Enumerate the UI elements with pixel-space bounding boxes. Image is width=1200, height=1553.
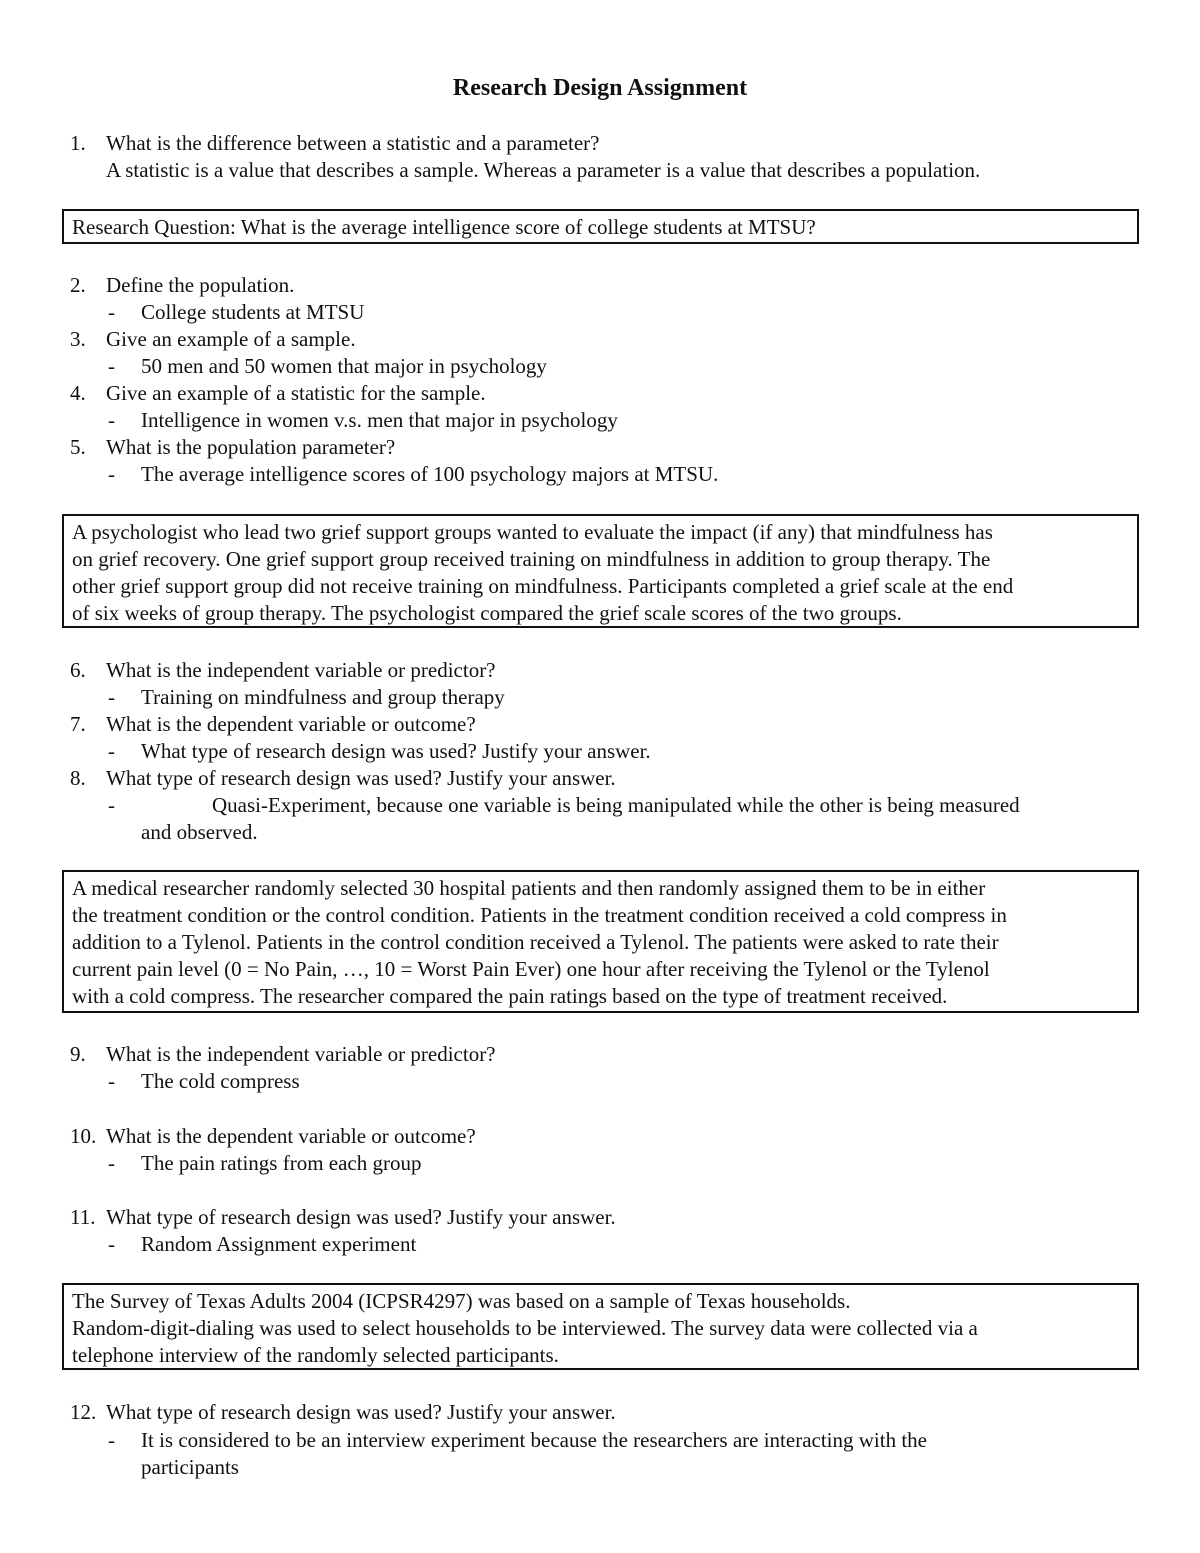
question-text: What is the dependent variable or outcome?: [106, 1124, 476, 1148]
answer-text-continued: and observed.: [141, 820, 258, 844]
bullet-dash: -: [108, 685, 115, 709]
question-text: What type of research design was used? Justify your answer.: [106, 1205, 616, 1229]
question-number: 9.: [70, 1042, 86, 1066]
question-text: Define the population.: [106, 273, 295, 297]
answer-text: It is considered to be an interview experiment because the researchers are interacting with the: [141, 1428, 927, 1452]
bullet-dash: -: [108, 1151, 115, 1175]
question-number: 2.: [70, 273, 86, 297]
bullet-dash: -: [108, 300, 115, 324]
question-text: What is the dependent variable or outcome?: [106, 712, 476, 736]
question-number: 7.: [70, 712, 86, 736]
answer-text: College students at MTSU: [141, 300, 365, 324]
scenario-line: other grief support group did not receive training on mindfulness. Participants completed a grief scale at the end: [72, 574, 1014, 598]
question-number: 3.: [70, 327, 86, 351]
question-number: 11.: [70, 1205, 96, 1229]
question-text: What is the independent variable or predictor?: [106, 1042, 496, 1066]
bullet-dash: -: [108, 739, 115, 763]
answer-text: Random Assignment experiment: [141, 1232, 417, 1256]
question-text: What type of research design was used? Justify your answer.: [106, 1400, 616, 1424]
page-title: Research Design Assignment: [452, 75, 748, 101]
scenario-line: with a cold compress. The researcher compared the pain ratings based on the type of treatment received.: [72, 984, 948, 1008]
answer-text: Quasi-Experiment, because one variable is being manipulated while the other is being measured: [212, 793, 1020, 817]
scenario-line: addition to a Tylenol. Patients in the control condition received a Tylenol. The patients were asked to rate their: [72, 930, 999, 954]
bullet-dash: -: [108, 1428, 115, 1452]
scenario-line: A psychologist who lead two grief support groups wanted to evaluate the impact (if any) that mindfulness has: [72, 520, 993, 544]
answer-text: A statistic is a value that describes a sample. Whereas a parameter is a value that describes a population.: [106, 158, 981, 182]
question-text: Give an example of a statistic for the sample.: [106, 381, 486, 405]
scenario-box-survey: [62, 1283, 1139, 1370]
scenario-line: Random-digit-dialing was used to select households to be interviewed. The survey data were collected via a: [72, 1316, 978, 1340]
scenario-box-grief: [62, 514, 1139, 628]
bullet-dash: -: [108, 354, 115, 378]
question-text: What is the population parameter?: [106, 435, 396, 459]
question-text: What is the independent variable or predictor?: [106, 658, 496, 682]
bullet-dash: -: [108, 408, 115, 432]
question-number: 8.: [70, 766, 86, 790]
answer-text: What type of research design was used? Justify your answer.: [141, 739, 651, 763]
bullet-dash: -: [108, 1069, 115, 1093]
research-question-box: Research Question: What is the average intelligence score of college students at MTSU?: [62, 209, 1139, 244]
scenario-line: A medical researcher randomly selected 30 hospital patients and then randomly assigned them to be in either: [72, 876, 986, 900]
scenario-line: telephone interview of the randomly selected participants.: [72, 1343, 559, 1367]
scenario-line: current pain level (0 = No Pain, …, 10 = Worst Pain Ever) one hour after receiving the Tylenol or the Tylenol: [72, 957, 990, 981]
scenario-box-medical: [62, 870, 1139, 1013]
scenario-line: of six weeks of group therapy. The psychologist compared the grief scale scores of the two groups.: [72, 601, 902, 625]
scenario-line: the treatment condition or the control condition. Patients in the treatment condition received a cold compress in: [72, 903, 1007, 927]
question-number: 1.: [70, 131, 86, 155]
scenario-line: The Survey of Texas Adults 2004 (ICPSR4297) was based on a sample of Texas households.: [72, 1289, 851, 1313]
bullet-dash: -: [108, 1232, 115, 1256]
answer-text-continued: participants: [141, 1455, 239, 1479]
question-text: What is the difference between a statistic and a parameter?: [106, 131, 600, 155]
bullet-dash: -: [108, 462, 115, 486]
question-number: 4.: [70, 381, 86, 405]
scenario-line: on grief recovery. One grief support group received training on mindfulness in addition to group therapy. The: [72, 547, 991, 571]
answer-text: The cold compress: [141, 1069, 300, 1093]
question-number: 10.: [70, 1124, 97, 1148]
question-text: Give an example of a sample.: [106, 327, 356, 351]
answer-text: 50 men and 50 women that major in psychology: [141, 354, 547, 378]
answer-text: The pain ratings from each group: [141, 1151, 422, 1175]
question-number: 5.: [70, 435, 86, 459]
question-number: 6.: [70, 658, 86, 682]
answer-text: Intelligence in women v.s. men that major in psychology: [141, 408, 618, 432]
question-number: 12.: [70, 1400, 97, 1424]
answer-text: The average intelligence scores of 100 psychology majors at MTSU.: [141, 462, 719, 486]
answer-text: Training on mindfulness and group therapy: [141, 685, 505, 709]
bullet-dash: -: [108, 793, 115, 817]
question-text: What type of research design was used? Justify your answer.: [106, 766, 616, 790]
